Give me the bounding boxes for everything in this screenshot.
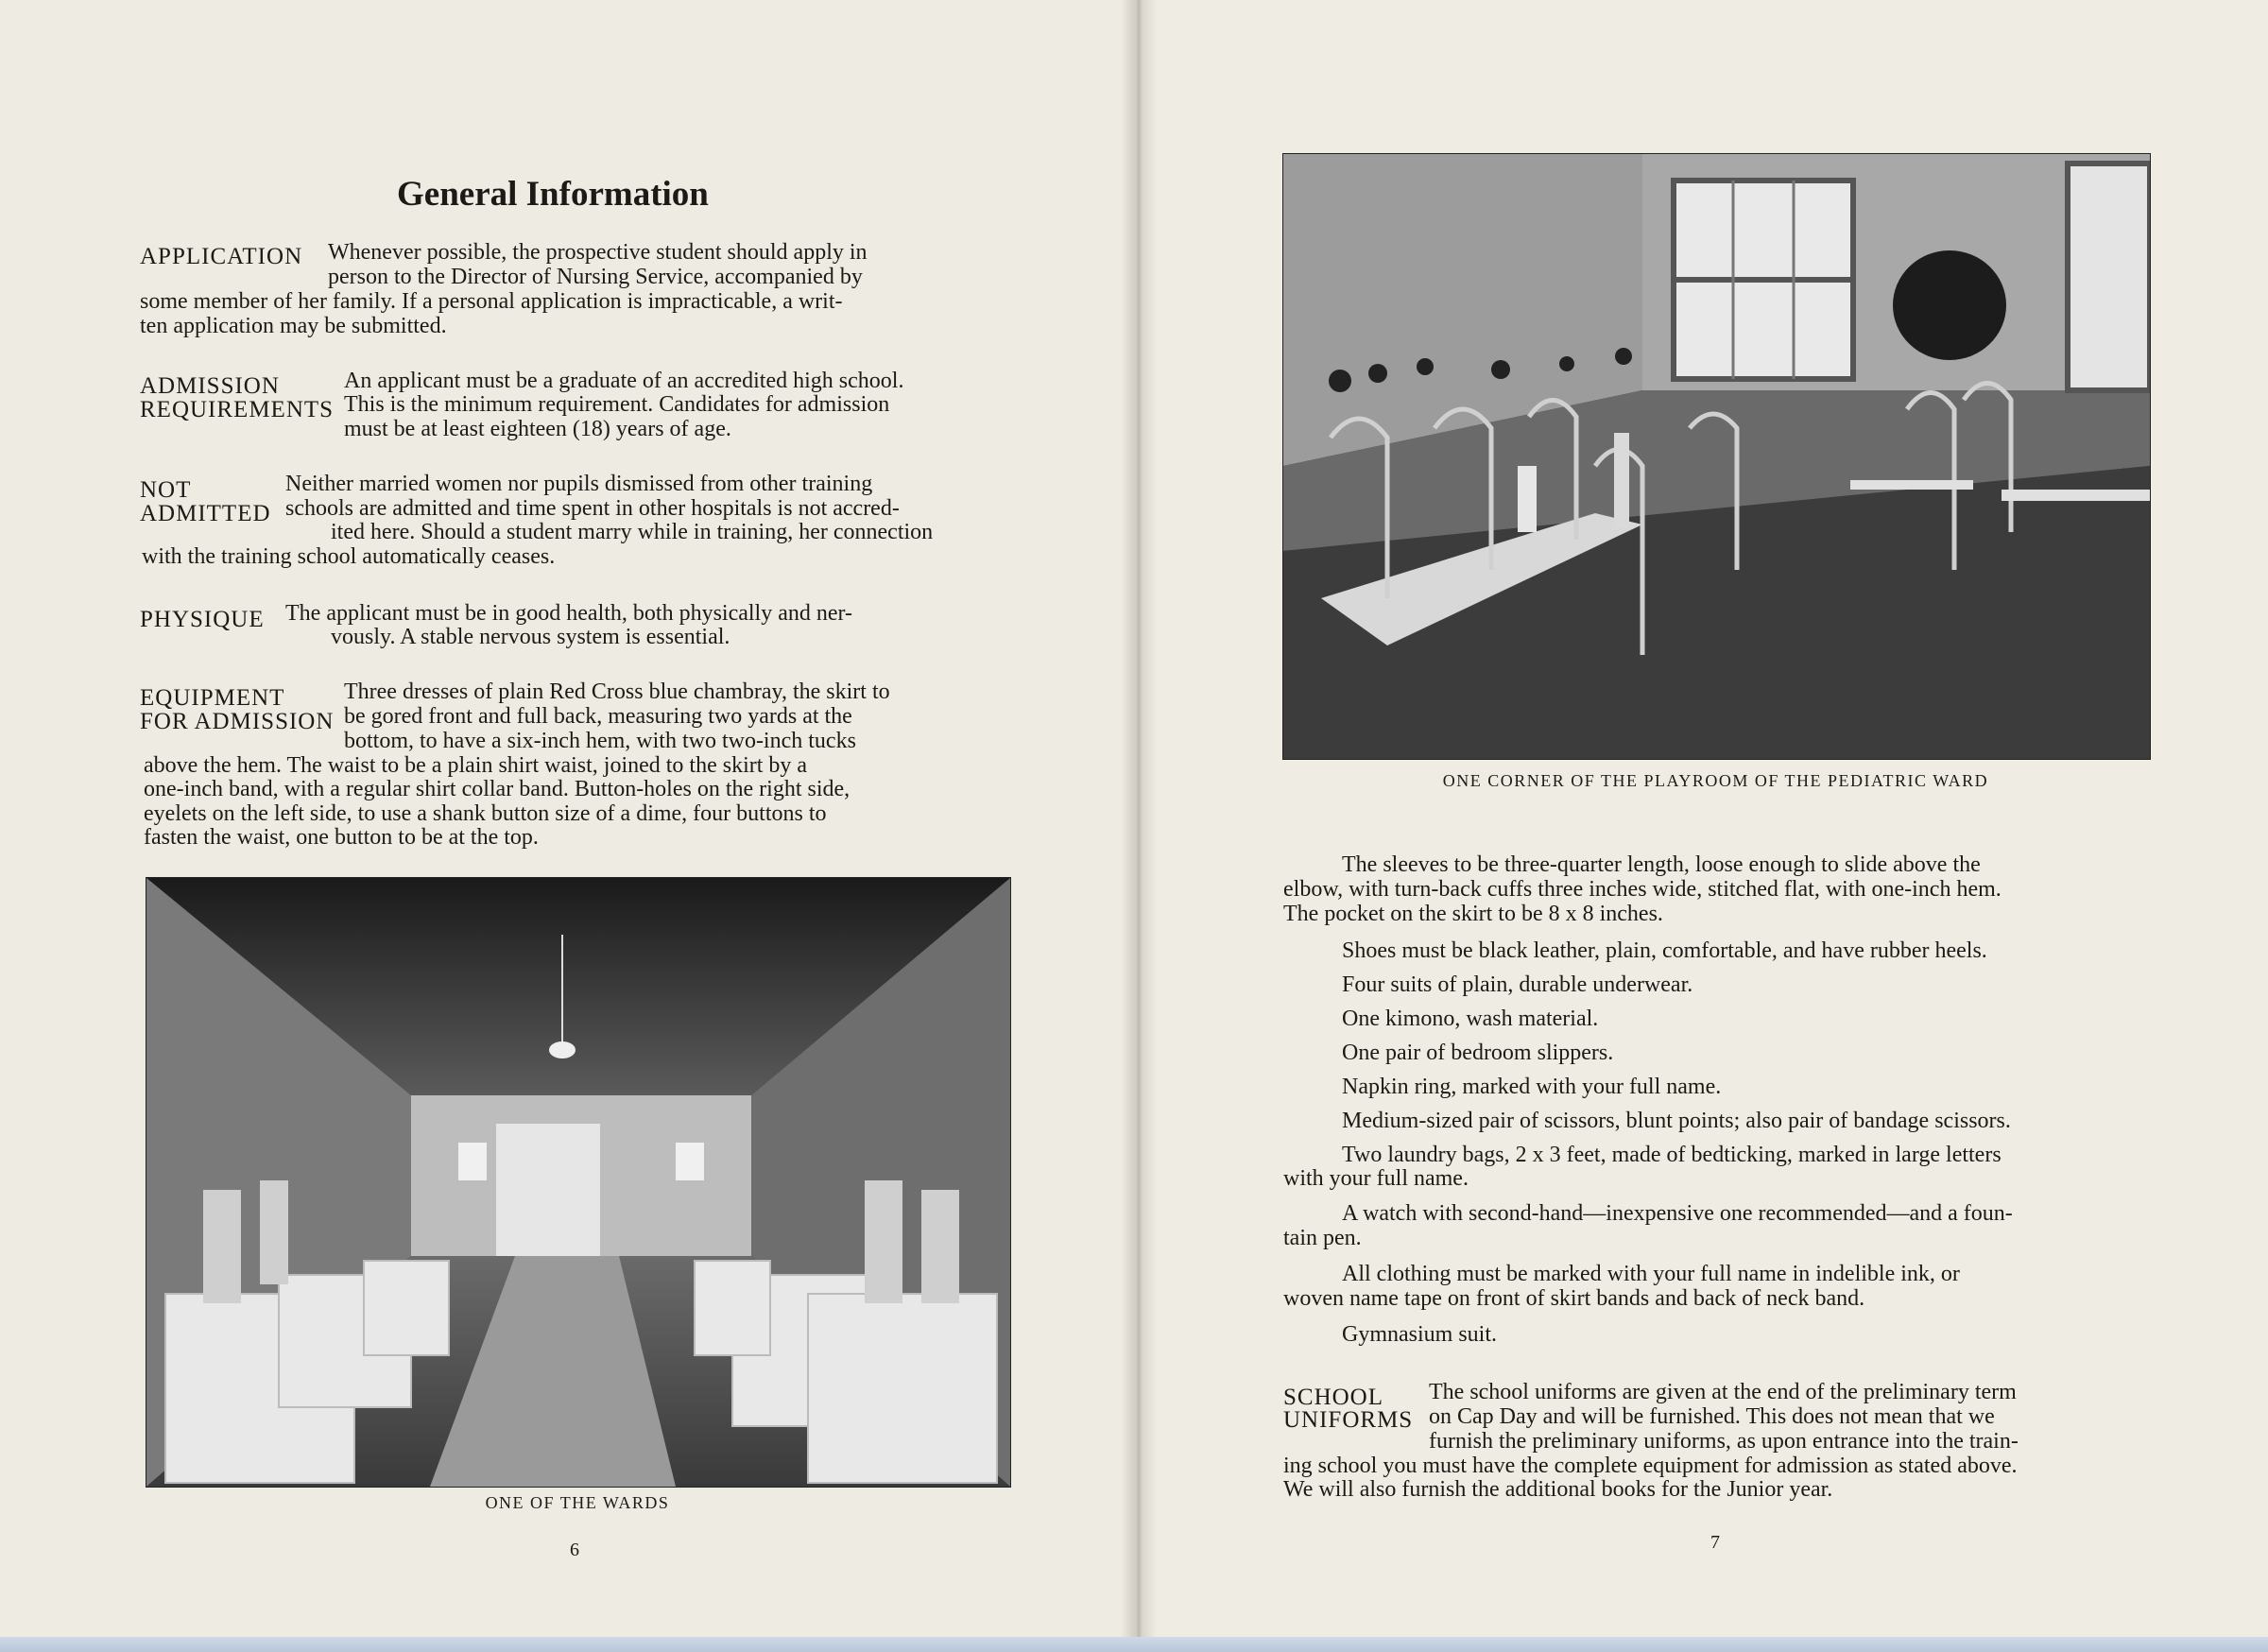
label-admission: ADMISSION [140,373,280,399]
laundry-line-2: with your full name. [1283,1166,1469,1191]
application-line-3: some member of her family. If a personal application is impracticable, a writ- [140,289,843,314]
equipment-line-1: Three dresses of plain Red Cross blue chambray, the skirt to [344,680,890,704]
playroom-photo [1282,153,2151,760]
item-napkin-ring: Napkin ring, marked with your full name. [1342,1075,1722,1099]
binding-gutter [1121,0,1157,1652]
page-number-right: 7 [1710,1532,1720,1553]
label-requirements: REQUIREMENTS [140,397,335,422]
admission-line-3: must be at least eighteen (18) years of age. [344,417,731,441]
ward-photo-illustration [146,878,1010,1487]
physique-line-2: vously. A stable nervous system is essential. [331,625,730,649]
item-gymnasium-suit: Gymnasium suit. [1342,1322,1498,1347]
admission-line-2: This is the minimum requirement. Candidates for admission [344,392,890,417]
label-not: NOT [140,477,192,503]
application-line-2: person to the Director of Nursing Service, accompanied by [328,265,863,289]
equipment-line-7: fasten the waist, one button to be at the top. [144,825,539,850]
equipment-line-2: be gored front and full back, measuring two yards at the [344,704,852,729]
watch-line-2: tain pen. [1283,1226,1362,1250]
equipment-line-4: above the hem. The waist to be a plain shirt waist, joined to the skirt by a [144,753,808,778]
sleeves-line-3: The pocket on the skirt to be 8 x 8 inches. [1283,902,1663,926]
not-admitted-line-1: Neither married women nor pupils dismissed from other training [285,472,873,496]
label-physique: PHYSIQUE [140,607,265,632]
clothing-line-1: All clothing must be marked with your full name in indelible ink, or [1342,1262,1960,1286]
not-admitted-line-3: ited here. Should a student marry while in training, her connection [331,520,934,544]
school-uniforms-line-1: The school uniforms are given at the end of the preliminary term [1429,1380,2017,1404]
admission-line-1: An applicant must be a graduate of an accredited high school. [344,369,904,393]
label-application: APPLICATION [140,244,303,269]
item-slippers: One pair of bedroom slippers. [1342,1041,1614,1065]
label-uniforms: UNIFORMS [1283,1407,1414,1433]
label-school: SCHOOL [1283,1385,1384,1410]
school-uniforms-line-4: ing school you must have the complete equipment for admission as stated above. [1283,1454,2018,1478]
page-title: General Information [397,175,709,214]
playroom-photo-illustration [1283,154,2150,759]
not-admitted-line-4: with the training school automatically ceases. [142,544,556,569]
application-line-1: Whenever possible, the prospective student should apply in [328,240,868,265]
item-kimono: One kimono, wash material. [1342,1007,1599,1031]
application-line-4: ten application may be submitted. [140,314,447,338]
item-underwear: Four suits of plain, durable underwear. [1342,972,1693,997]
page-number-left: 6 [570,1540,579,1560]
ward-photo [146,877,1011,1488]
item-shoes: Shoes must be black leather, plain, comfortable, and have rubber heels. [1342,938,1987,963]
school-uniforms-line-2: on Cap Day and will be furnished. This does not mean that we [1429,1404,1995,1429]
label-for-admission: FOR ADMISSION [140,709,335,734]
equipment-line-3: bottom, to have a six-inch hem, with two two-inch tucks [344,729,856,753]
scan-bottom-edge [0,1637,2268,1652]
ward-photo-caption: ONE OF THE WARDS [485,1493,670,1512]
playroom-photo-caption: ONE CORNER OF THE PLAYROOM OF THE PEDIATRIC WARD [1442,771,1989,790]
laundry-line-1: Two laundry bags, 2 x 3 feet, made of bedticking, marked in large letters [1342,1143,2002,1167]
equipment-line-5: one-inch band, with a regular shirt collar band. Button-holes on the right side, [144,777,850,801]
sleeves-line-1: The sleeves to be three-quarter length, loose enough to slide above the [1342,852,1981,877]
not-admitted-line-2: schools are admitted and time spent in other hospitals is not accred- [285,496,900,521]
sleeves-line-2: elbow, with turn-back cuffs three inches wide, stitched flat, with one-inch hem. [1283,877,2002,902]
label-equipment: EQUIPMENT [140,685,285,711]
clothing-line-2: woven name tape on front of skirt bands and back of neck band. [1283,1286,1865,1311]
label-admitted: ADMITTED [140,501,271,526]
school-uniforms-line-5: We will also furnish the additional books for the Junior year. [1283,1477,1833,1502]
watch-line-1: A watch with second-hand—inexpensive one recommended—and a foun- [1342,1201,2013,1226]
item-scissors: Medium-sized pair of scissors, blunt points; also pair of bandage scissors. [1342,1109,2011,1133]
equipment-line-6: eyelets on the left side, to use a shank button size of a dime, four buttons to [144,801,827,826]
physique-line-1: The applicant must be in good health, both physically and ner- [285,601,853,626]
school-uniforms-line-3: furnish the preliminary uniforms, as upon entrance into the train- [1429,1429,2019,1454]
